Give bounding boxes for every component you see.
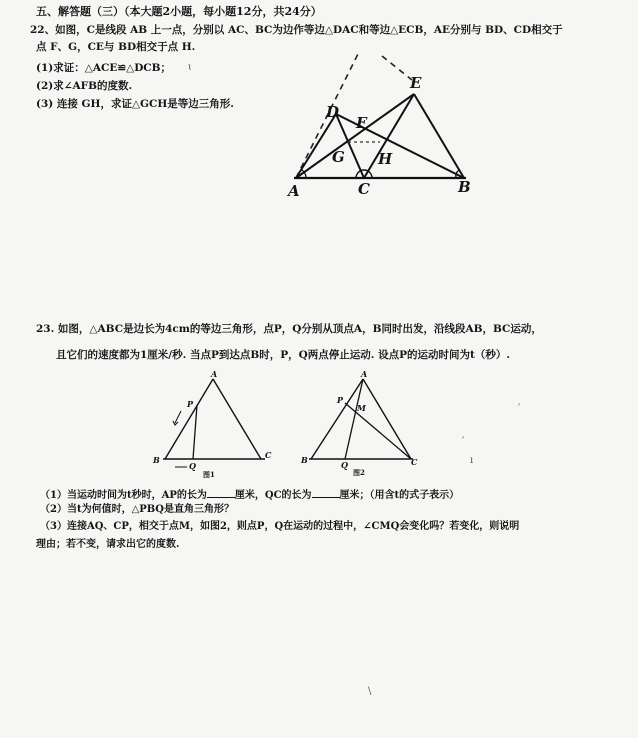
segment-AC bbox=[213, 379, 261, 459]
q23-part3-line2: 理由；若不变，请求出它的度数. bbox=[36, 539, 180, 550]
q23-stem-line1: 23. 如图，△ABC是边长为4cm的等边三角形，点P，Q分别从顶点A，B同时出发，沿线段AB，BC运动， bbox=[36, 323, 542, 335]
q23-figure1 bbox=[145, 367, 275, 483]
label-H: H bbox=[378, 150, 393, 168]
q22-part2: (2)求∠AFB的度数. bbox=[36, 80, 133, 92]
q23-stem-line2: 且它们的速度都为1厘米/秒. 当点P到达点B时，P，Q两点停止运动. 设点P的运动时间为t（秒）. bbox=[56, 349, 510, 361]
stray-mark: ı bbox=[470, 455, 474, 466]
segment-AB bbox=[311, 379, 363, 459]
label-E: E bbox=[410, 74, 422, 92]
stray-mark: ˊ bbox=[460, 437, 465, 448]
q22-part3: (3) 连接 GH，求证△GCH是等边三角形. bbox=[36, 98, 234, 110]
segment-AD bbox=[296, 114, 336, 178]
q23-part1-text-b: 厘米，QC的长为 bbox=[234, 490, 312, 501]
q23-part2: （2）当t为何值时，△PBQ是直角三角形？ bbox=[40, 504, 234, 515]
fig1-label-B: B bbox=[153, 455, 160, 465]
motion-arrow-P bbox=[175, 411, 181, 423]
fig1-label-C: C bbox=[265, 450, 272, 460]
answer-blank-qc bbox=[312, 487, 340, 498]
dashed-line-right bbox=[382, 56, 412, 80]
segment-AQ bbox=[345, 379, 363, 459]
q22-part1: (1)求证：△ACE≌△DCB； bbox=[36, 62, 172, 74]
label-D: D bbox=[326, 103, 340, 121]
q23-part1-text-c: 厘米；（用含t的式子表示） bbox=[339, 490, 460, 501]
stray-mark: \ bbox=[368, 686, 372, 697]
segment-PQ bbox=[193, 405, 197, 459]
q23-figure2 bbox=[295, 367, 425, 483]
stray-mark: ˊ bbox=[516, 404, 521, 415]
q22-stem-line1: 22、如图，C是线段 AB 上一点，分别以 AC、BC为边作等边△DAC和等边△ECB，AE分别与 BD、CD相交于 bbox=[30, 24, 563, 36]
q22-figure bbox=[280, 40, 480, 200]
segment-AB bbox=[165, 379, 213, 459]
segment-AE bbox=[296, 94, 414, 178]
fig2-label-A: A bbox=[361, 369, 368, 379]
fig1-caption: 图1 bbox=[203, 470, 215, 479]
fig2-caption: 图2 bbox=[353, 468, 365, 477]
fig1-label-P: P bbox=[187, 399, 194, 409]
section-title: 五、解答题（三）（本大题2小题，每小题12分，共24分） bbox=[36, 5, 322, 18]
q23-part1-text-a: （1）当运动时间为t秒时，AP的长为 bbox=[40, 490, 207, 501]
label-G: G bbox=[332, 148, 345, 166]
q22-stem-line2: 点 F、G，CE与 BD相交于点 H. bbox=[36, 41, 196, 53]
q23-part1 bbox=[40, 487, 459, 502]
fig2-label-P: P bbox=[337, 395, 344, 405]
label-A: A bbox=[288, 182, 300, 200]
fig1-label-A: A bbox=[211, 369, 218, 379]
fig2-label-Q: Q bbox=[341, 460, 348, 470]
fig2-label-B: B bbox=[301, 455, 308, 465]
label-C: C bbox=[358, 180, 370, 198]
segment-CP bbox=[345, 403, 411, 459]
fig2-label-C: C bbox=[411, 457, 418, 467]
fig2-label-M: M bbox=[357, 403, 366, 413]
label-F: F bbox=[356, 114, 367, 132]
stray-mark: ɩ bbox=[188, 62, 192, 73]
q23-part3-line1: （3）连接AQ、CP，相交于点M，如图2，则点P，Q在运动的过程中，∠CMQ会变化吗？若变化，则说明 bbox=[40, 521, 520, 532]
segment-AC bbox=[363, 379, 411, 459]
label-B: B bbox=[458, 178, 471, 196]
answer-blank-ap bbox=[207, 487, 235, 498]
fig1-label-Q: Q bbox=[189, 461, 196, 471]
